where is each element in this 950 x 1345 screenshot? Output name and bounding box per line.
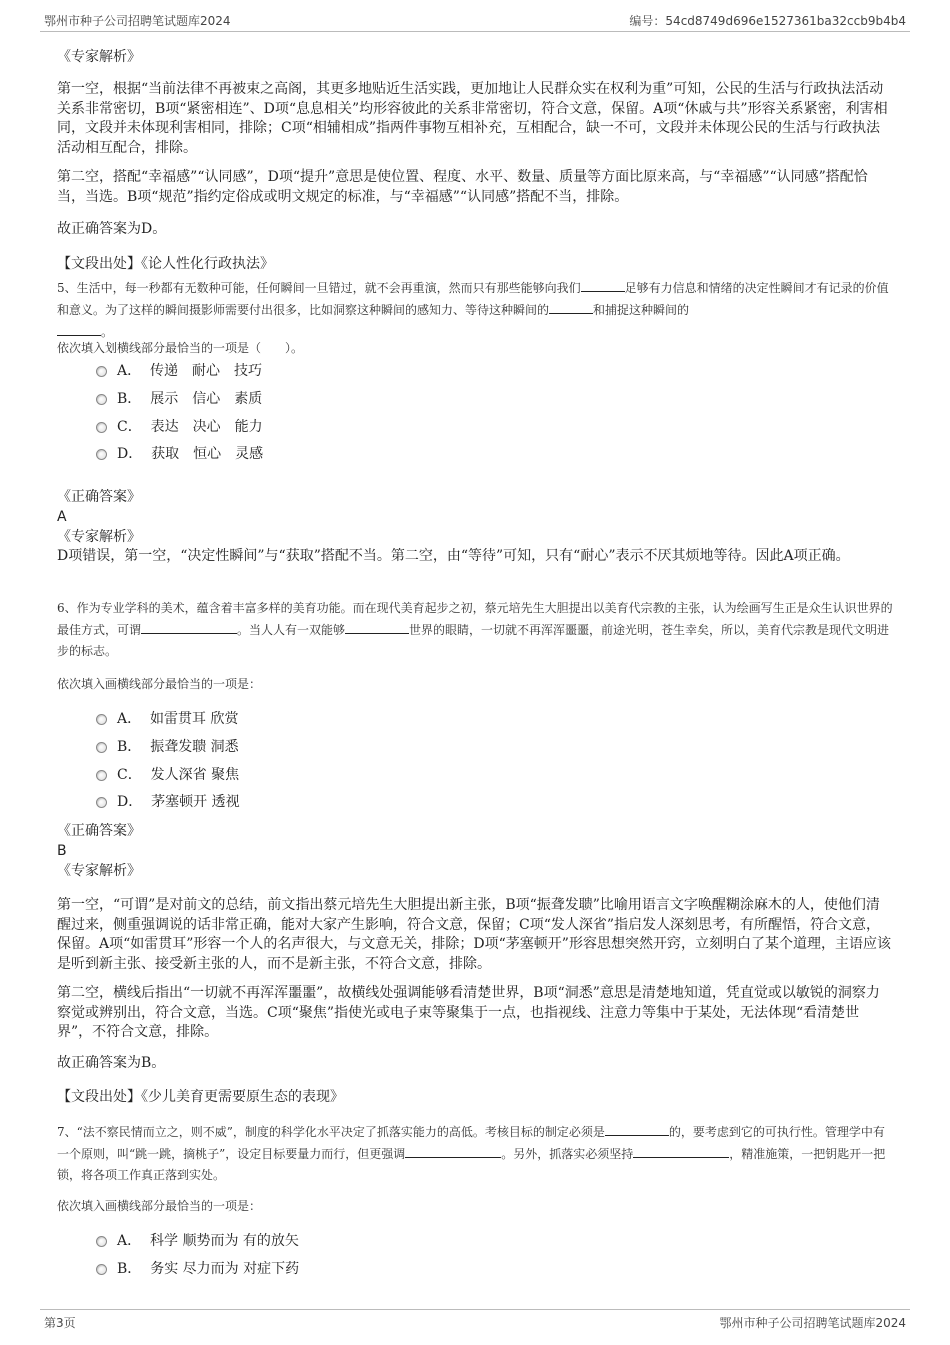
q6-conclusion: 故正确答案为B。 <box>57 1055 166 1071</box>
q5-option-a[interactable] <box>96 361 262 381</box>
header-doc-title: 鄂州市种子公司招聘笔试题库2024 <box>44 14 231 28</box>
q4-analysis-paragraph-2: 第二空，搭配“幸福感”“认同感”，D项“提升”意思是使位置、程度、水平、数量、质量等方面比原来高，与“幸福感”“认同感”搭配恰当，当选。B项“规范”指约定俗成或明文规定的标准，与“幸福感”“认同感”搭配不当，排除。 <box>57 169 868 205</box>
q5-answer: A <box>57 509 67 525</box>
q7-blank-3 <box>633 1143 729 1158</box>
q7-prompt: 依次填入画横线部分最恰当的一项是： <box>57 1199 262 1213</box>
option-letter: C． <box>117 419 142 435</box>
q7-option-a[interactable] <box>96 1231 299 1251</box>
option-text: 振聋发聩 洞悉 <box>150 739 239 755</box>
option-letter: C． <box>117 767 142 783</box>
radio-icon[interactable] <box>96 770 107 781</box>
radio-icon[interactable] <box>96 422 107 433</box>
radio-icon[interactable] <box>96 366 107 377</box>
q7-stem-part-3: 。另外，抓落实必须坚持 <box>501 1147 634 1161</box>
footer-divider <box>40 1309 910 1310</box>
header-divider <box>40 31 910 32</box>
q6-blank-1 <box>141 619 237 634</box>
q7-stem <box>57 1121 893 1186</box>
radio-icon[interactable] <box>96 1236 107 1247</box>
q4-source: 【文段出处】《论人性化行政执法》 <box>57 256 274 272</box>
option-letter: A． <box>117 1233 142 1249</box>
option-text: 务实 尽力而为 对症下药 <box>150 1261 300 1277</box>
q6-stem-part-3: 世界的眼睛，一切就不再浑浑噩噩，前途光明，苍生幸矣，所以，美育代宗教是现代文明进步的标志。 <box>57 623 890 658</box>
q5-answer-title: 《正确答案》 <box>57 489 141 505</box>
q7-stem-part-4: ，精准施策，一把钥匙开一把锁，将各项工作真正落到实处。 <box>57 1147 886 1182</box>
q5-option-c[interactable] <box>96 417 263 437</box>
option-letter: B． <box>117 1261 142 1277</box>
q7-stem-part-2: 的，要考虑到它的可执行性。管理学中有一个原则，叫“跳一跳，摘桃子”，设定目标要量力而行，但更强调 <box>57 1125 885 1161</box>
q5-option-b[interactable] <box>96 389 262 409</box>
q7-stem-part-1: 7、“法不察民情而立之，则不威”，制度的科学化水平决定了抓落实能力的高低。考核目标的制定必须是 <box>57 1125 605 1139</box>
q6-option-d[interactable] <box>96 792 240 812</box>
option-text: 科学 顺势而为 有的放矢 <box>150 1233 299 1249</box>
q5-analysis: D项错误，第一空，“决定性瞬间”与“获取”搭配不当。第二空，由“等待”可知，只有“耐心”表示不厌其烦地等待。因此A项正确。 <box>57 548 850 564</box>
q5-stem-part-3: 和捕捉这种瞬间的 <box>593 303 690 317</box>
q5-option-d[interactable] <box>96 444 263 464</box>
radio-icon[interactable] <box>96 449 107 460</box>
q6-analysis-title: 《专家解析》 <box>57 863 141 879</box>
radio-icon[interactable] <box>96 797 107 808</box>
option-text: 展示 信心 素质 <box>150 391 263 407</box>
q5-stem-part-1: 5、生活中，每一秒都有无数种可能，任何瞬间一旦错过，就不会再重演，然而只有那些能够向我们 <box>57 281 581 295</box>
option-text: 如雷贯耳 欣赏 <box>150 711 239 727</box>
radio-icon[interactable] <box>96 394 107 405</box>
q6-blank-2 <box>345 619 409 634</box>
q4-conclusion: 故正确答案为D。 <box>57 221 167 237</box>
q4-analysis-title: 《专家解析》 <box>57 49 141 65</box>
option-text: 表达 决心 能力 <box>150 419 263 435</box>
q6-prompt: 依次填入画横线部分最恰当的一项是： <box>57 677 262 691</box>
option-text: 传递 耐心 技巧 <box>150 363 263 379</box>
option-letter: D． <box>117 446 143 462</box>
q6-option-a[interactable] <box>96 709 238 729</box>
q6-analysis-paragraph-2: 第二空，横线后指出“一切就不再浑浑噩噩”，故横线处强调能够看清楚世界，B项“洞悉”意思是清楚地知道，凭直觉或以敏锐的洞察力察觉或辨别出，符合文意，当选。C项“聚焦”指使光或电子束等聚集于一点，也指视线、注意力等集中于某处，无法体现“看清楚世界”，不符合文意，排除。 <box>57 985 880 1040</box>
q4-analysis-paragraph-1: 第一空，根据“当前法律不再被束之高阁，其更多地贴近生活实践，更加地让人民群众实在权利为重”可知，公民的生活与行政执法活动关系非常密切，B项“紧密相连”、D项“息息相关”均形容彼此的关系非常密切，符合文意，保留。A项“休戚与共”形容关系紧密，利害相同，文段并未体现利害相同，排除；C项“相辅相成”指两件事物互相补充，互相配合，缺一不可，文段并未体现公民的生活与行政执法活动相互配合，排除。 <box>57 81 888 156</box>
q7-blank-1 <box>605 1121 669 1136</box>
q7-blank-2 <box>405 1143 501 1158</box>
q7-option-b[interactable] <box>96 1259 299 1279</box>
q6-source: 【文段出处】《少儿美育更需要原生态的表现》 <box>57 1089 344 1105</box>
radio-icon[interactable] <box>96 742 107 753</box>
q6-option-b[interactable] <box>96 737 239 757</box>
option-letter: D． <box>117 794 143 810</box>
header-doc-id: 编号：54cd8749d696e1527361ba32ccb9b4b4 <box>629 14 906 28</box>
option-letter: B． <box>117 391 142 407</box>
option-letter: A． <box>117 363 142 379</box>
q5-stem-part-2: 足够有力信息和情绪的决定性瞬间才有记录的价值和意义。为了这样的瞬间摄影师需要付出很多，比如洞察这种瞬间的感知力、等待这种瞬间的 <box>57 281 889 317</box>
q6-stem <box>57 598 893 662</box>
q6-stem-part-1: 6、作为专业学科的美术，蕴含着丰富多样的美育功能。而在现代美育起步之初，蔡元培先生大胆提出以美育代宗教的主张，认为绘画写生正是众生认识世界的最佳方式，可谓 <box>57 601 893 637</box>
q5-stem-part-4: 。 <box>101 325 114 339</box>
q6-analysis-paragraph-1: 第一空，“可谓”是对前文的总结，前文指出蔡元培先生大胆提出新主张，B项“振聋发聩”比喻用语言文字唤醒糊涂麻木的人，使他们清醒过来，侧重强调说的话非常正确，能对大家产生影响，符合文意，保留；C项“发人深省”指启发人深刻思考，有所醒悟，符合文意，保留。A项“如雷贯耳”形容一个人的名声很大，与文意无关，排除；D项“茅塞顿开”形容思想突然开窍，立刻明白了某个道理，主语应该是听到新主张、接受新主张的人，而不是新主张，不符合文意，排除。 <box>57 897 891 972</box>
option-letter: A． <box>117 711 142 727</box>
radio-icon[interactable] <box>96 1264 107 1275</box>
option-letter: B． <box>117 739 142 755</box>
q5-blank-2 <box>549 299 593 314</box>
q6-option-c[interactable] <box>96 765 239 785</box>
q6-answer-title: 《正确答案》 <box>57 823 141 839</box>
option-text: 茅塞顿开 透视 <box>151 794 240 810</box>
footer-page-number: 第3页 <box>44 1316 76 1330</box>
q5-blank-1 <box>581 277 625 292</box>
option-text: 发人深省 聚焦 <box>150 767 240 783</box>
radio-icon[interactable] <box>96 714 107 725</box>
q5-analysis-title: 《专家解析》 <box>57 529 141 545</box>
footer-doc-title: 鄂州市种子公司招聘笔试题库2024 <box>719 1316 906 1330</box>
q5-blank-3 <box>57 321 101 336</box>
q6-answer: B <box>57 843 67 859</box>
q5-stem <box>57 277 893 343</box>
option-text: 获取 恒心 灵感 <box>151 446 264 462</box>
q5-prompt: 依次填入划横线部分最恰当的一项是（ ）。 <box>57 341 304 355</box>
q6-stem-part-2: 。当人人有一双能够 <box>237 623 346 637</box>
